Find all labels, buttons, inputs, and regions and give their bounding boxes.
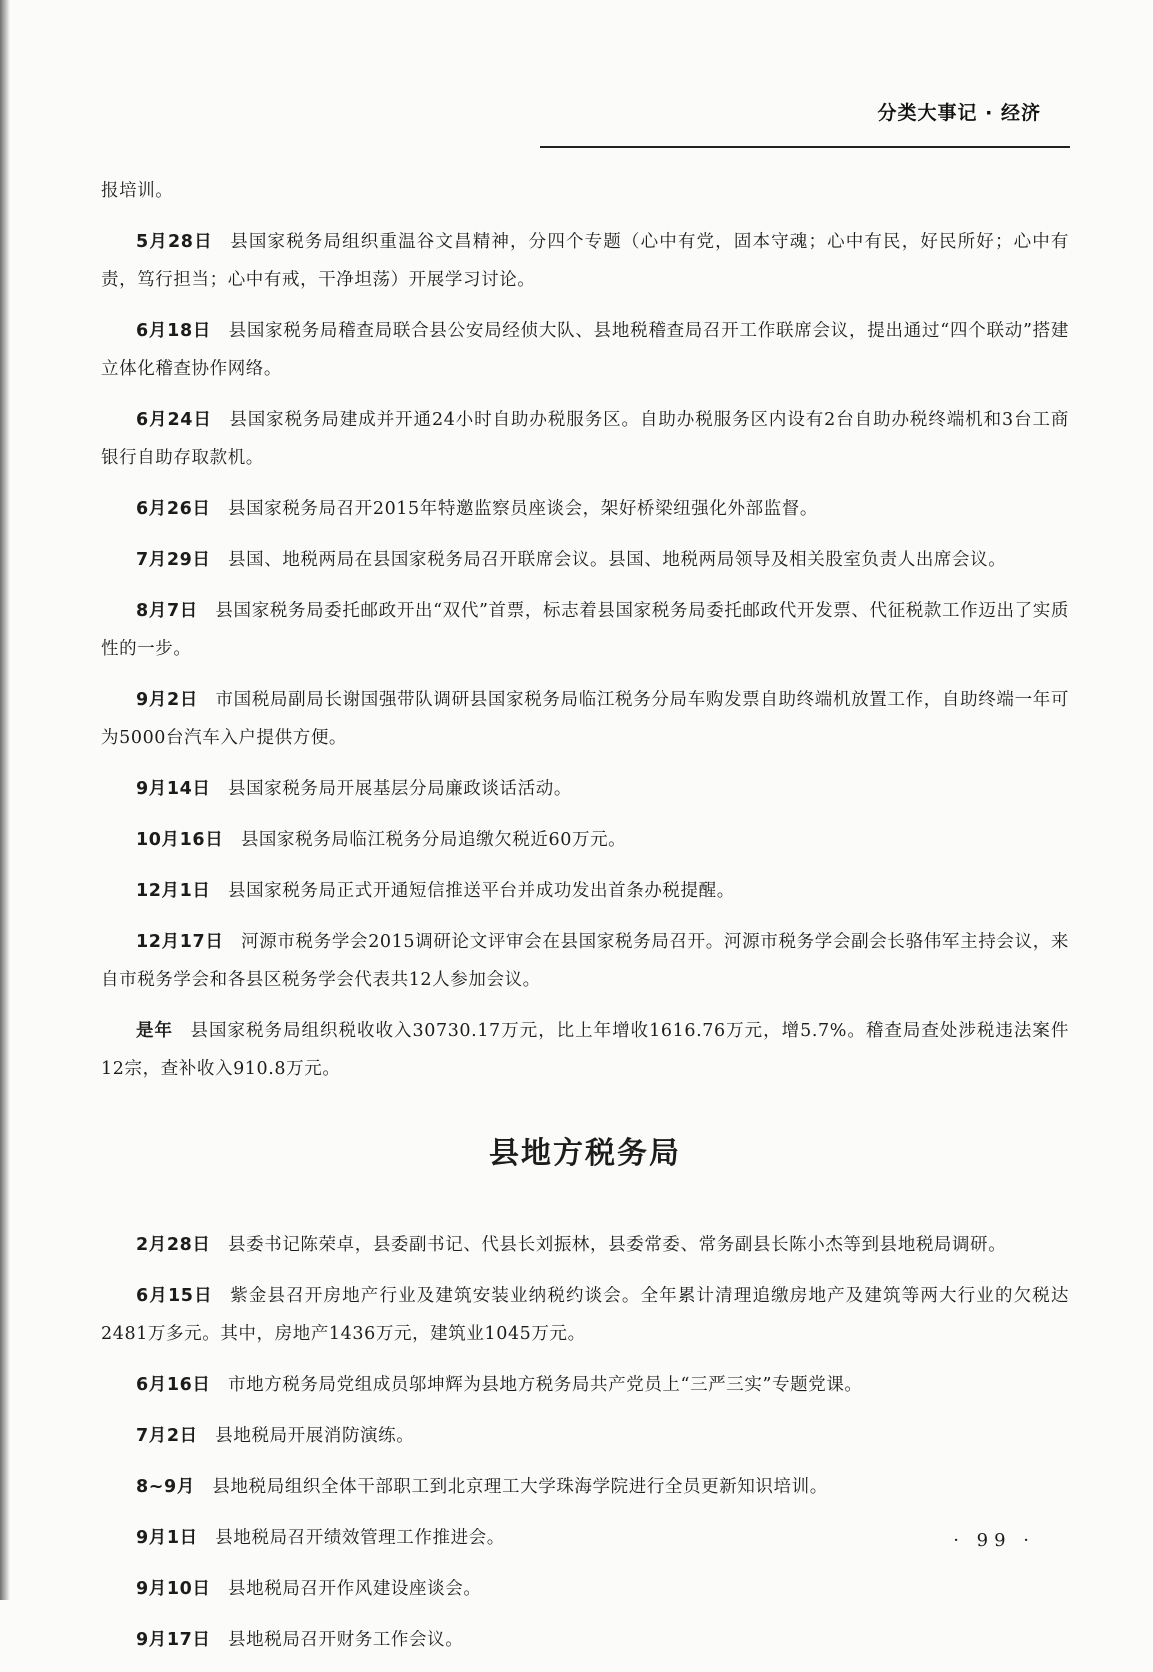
entry-text: 县地税局组织全体干部职工到北京理工大学珠海学院进行全员更新知识培训。 xyxy=(212,1477,828,1497)
entry-text: 县国家税务局建成并开通24小时自助办税服务区。自助办税服务区内设有2台自助办税终端机和3台工商银行自助存取款机。 xyxy=(101,410,1070,468)
continuation-paragraph: 报培训。 xyxy=(101,181,174,201)
entry-text: 市国税局副局长谢国强带队调研县国家税务局临江税务分局车购发票自助终端机放置工作，自助终端一年可为5000台汽车入户提供方便。 xyxy=(101,690,1069,748)
chronicle-entry xyxy=(101,312,1069,388)
entry-text: 县地税局开展消防演练。 xyxy=(215,1426,415,1446)
entry-date: 9月2日 xyxy=(136,690,198,710)
entry-date: 6月26日 xyxy=(136,499,211,519)
chronicle-entry xyxy=(101,223,1069,299)
entry-date: 5月28日 xyxy=(136,232,213,252)
local-tax-entries xyxy=(101,1226,1069,1659)
chronicle-entry xyxy=(101,923,1069,999)
entry-text: 紫金县召开房地产行业及建筑安装业纳税约谈会。全年累计清理追缴房地产及建筑等两大行业的欠税达2481万多元。其中，房地产1436万元，建筑业1045万元。 xyxy=(101,1286,1070,1344)
entry-date: 9月1日 xyxy=(136,1528,198,1548)
chronicle-entry xyxy=(101,1519,1069,1557)
page-body xyxy=(101,172,1069,1672)
chronicle-entry xyxy=(101,1468,1069,1506)
entry-text: 县国家税务局稽查局联合县公安局经侦大队、县地税稽查局召开工作联席会议，提出通过“四个联动”搭建立体化稽查协作网络。 xyxy=(101,321,1069,379)
page-edge-shadow xyxy=(0,0,10,1600)
entry-date: 6月15日 xyxy=(136,1286,213,1306)
entry-text: 县国家税务局正式开通短信推送平台并成功发出首条办税提醒。 xyxy=(228,881,735,901)
entry-date: 6月16日 xyxy=(136,1375,211,1395)
chronicle-entry xyxy=(101,770,1069,808)
entry-date: 是年 xyxy=(136,1021,173,1041)
entry-text: 县国家税务局委托邮政开出“双代”首票，标志着县国家税务局委托邮政代开发票、代征税款工作迈出了实质性的一步。 xyxy=(101,601,1069,659)
entry-date: 9月14日 xyxy=(136,779,211,799)
chronicle-entry xyxy=(101,872,1069,910)
chronicle-entry xyxy=(101,490,1069,528)
national-tax-entries xyxy=(101,223,1069,1088)
chronicle-entry xyxy=(101,821,1069,859)
entry-text: 市地方税务局党组成员邬坤辉为县地方税务局共产党员上“三严三实”专题党课。 xyxy=(228,1375,863,1395)
running-head: 分类大事记 · 经济 xyxy=(877,102,1041,124)
chronicle-entry xyxy=(101,1012,1069,1088)
entry-date: 7月29日 xyxy=(136,550,211,570)
entry-date: 8~9月 xyxy=(136,1477,195,1497)
entry-text: 县国家税务局召开2015年特邀监察员座谈会，架好桥梁纽强化外部监督。 xyxy=(228,499,818,519)
entry-date: 6月24日 xyxy=(136,410,212,430)
chronicle-entry xyxy=(101,1226,1069,1264)
chronicle-entry xyxy=(101,592,1069,668)
entry-text: 县委书记陈荣卓，县委副书记、代县长刘振林，县委常委、常务副县长陈小杰等到县地税局调研。 xyxy=(228,1235,1007,1255)
chronicle-entry xyxy=(101,681,1069,757)
entry-text: 县地税局召开绩效管理工作推进会。 xyxy=(215,1528,505,1548)
entry-text: 县地税局召开作风建设座谈会。 xyxy=(228,1579,482,1599)
entry-date: 10月16日 xyxy=(136,830,224,850)
chronicle-entry xyxy=(101,541,1069,579)
chronicle-entry xyxy=(101,401,1069,477)
entry-text: 县国、地税两局在县国家税务局召开联席会议。县国、地税两局领导及相关股室负责人出席会议。 xyxy=(228,550,1007,570)
chronicle-entry xyxy=(101,1621,1069,1659)
entry-date: 9月10日 xyxy=(136,1579,211,1599)
chronicle-entry xyxy=(101,1277,1069,1353)
entry-date: 8月7日 xyxy=(136,601,198,621)
entry-date: 12月1日 xyxy=(136,881,211,901)
entry-date: 12月17日 xyxy=(136,932,224,952)
section-title-local-tax: 县地方税务局 xyxy=(489,1136,681,1171)
header-rule xyxy=(540,146,1070,148)
chronicle-entry xyxy=(101,1570,1069,1608)
entry-text: 县地税局召开财务工作会议。 xyxy=(228,1630,464,1650)
entry-text: 县国家税务局开展基层分局廉政谈话活动。 xyxy=(228,779,572,799)
entry-text: 河源市税务学会2015调研论文评审会在县国家税务局召开。河源市税务学会副会长骆伟军主持会议，来自市税务学会和各县区税务学会代表共12人参加会议。 xyxy=(101,932,1069,990)
entry-date: 9月17日 xyxy=(136,1630,211,1650)
entry-text: 县国家税务局临江税务分局追缴欠税近60万元。 xyxy=(240,830,627,850)
entry-text: 县国家税务局组织税收收入30730.17万元，比上年增收1616.76万元，增5.7%。稽查局查处涉税违法案件12宗，查补收入910.8万元。 xyxy=(101,1021,1069,1079)
entry-date: 6月18日 xyxy=(136,321,212,341)
entry-date: 2月28日 xyxy=(136,1235,211,1255)
chronicle-entry xyxy=(101,1366,1069,1404)
entry-date: 7月2日 xyxy=(136,1426,198,1446)
page-number: · 99 · xyxy=(953,1530,1035,1551)
chronicle-entry xyxy=(101,1417,1069,1455)
entry-text: 县国家税务局组织重温谷文昌精神，分四个专题（心中有党，固本守魂；心中有民，好民所好；心中有责，笃行担当；心中有戒，干净坦荡）开展学习讨论。 xyxy=(101,232,1070,290)
